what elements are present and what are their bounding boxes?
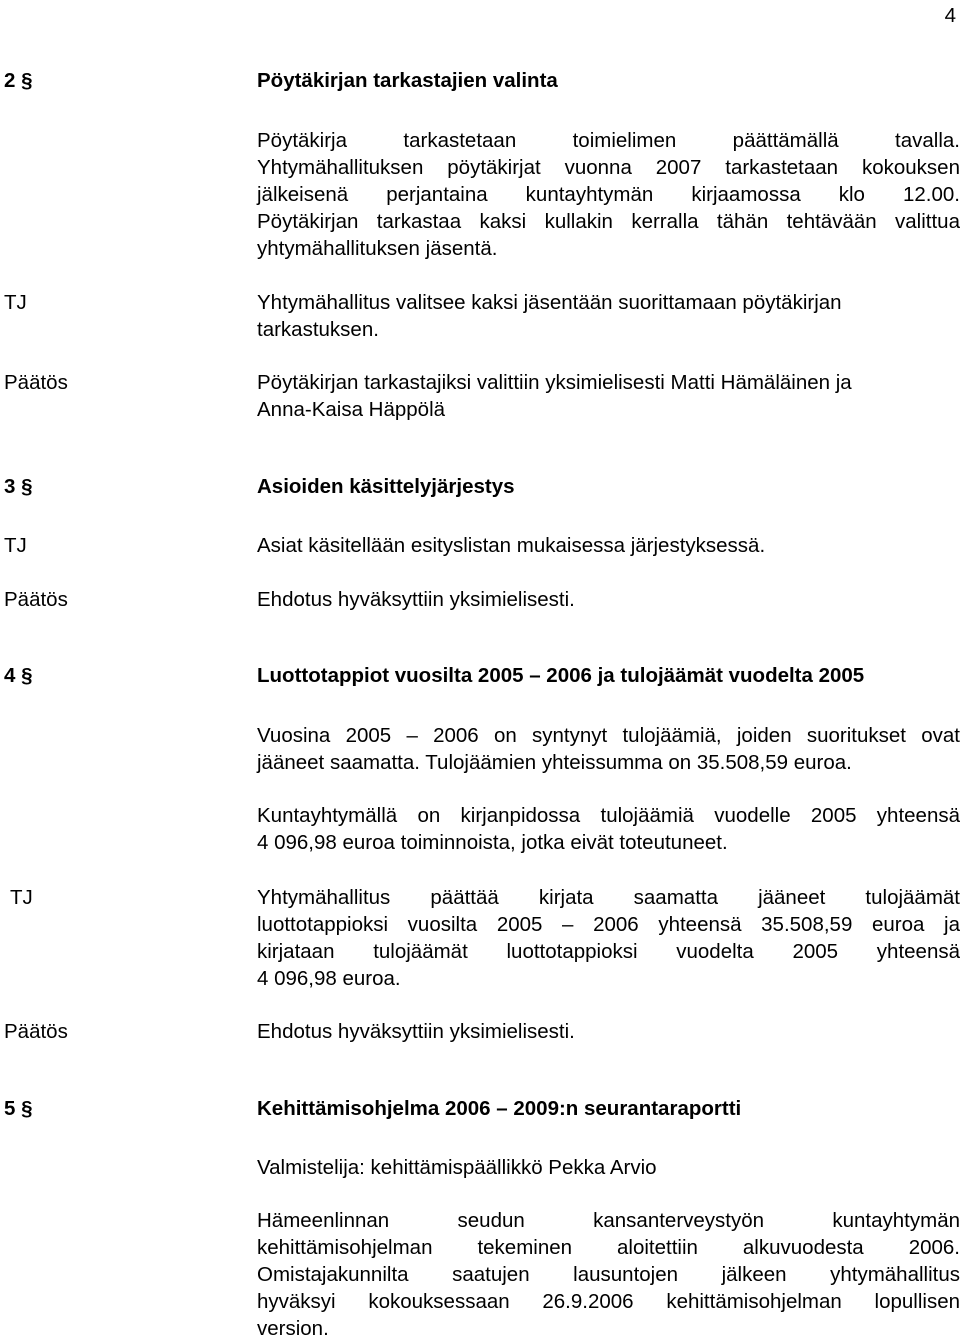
text-line: Pöytäkirjan tarkastaa kaksi kullakin kerralla tähän tehtävään valittua	[257, 210, 960, 233]
text-line: jälkeisenä perjantaina kuntayhtymän kirjaamossa klo 12.00.	[257, 183, 960, 206]
decision-label: Päätös	[4, 1020, 68, 1043]
text-line: Omistajakunnilta saatujen lausuntojen jälkeen yhtymähallitus	[257, 1263, 960, 1286]
section-title: Pöytäkirjan tarkastajien valinta	[257, 69, 558, 92]
text-line: version.	[257, 1317, 329, 1340]
text-line: Yhtymähallitus valitsee kaksi jäsentään suorittamaan pöytäkirjan	[257, 291, 842, 314]
section-paragraph	[257, 722, 960, 776]
section-title: Kehittämisohjelma 2006 – 2009:n seurantaraportti	[257, 1097, 742, 1120]
text-line: 4 096,98 euroa toiminnoista, jotka eivät toteutuneet.	[257, 831, 728, 854]
preparer-line: Valmistelija: kehittämispäällikkö Pekka Arvio	[257, 1156, 657, 1179]
section-title: Luottotappiot vuosilta 2005 – 2006 ja tulojäämät vuodelta 2005	[257, 664, 865, 687]
text-line: Anna-Kaisa Häppölä	[257, 398, 446, 421]
text-line: hyväksyi kokouksessaan 26.9.2006 kehittämisohjelman lopullisen	[257, 1290, 960, 1313]
section-title: Asioiden käsittelyjärjestys	[257, 475, 515, 498]
text-line: yhtymähallituksen jäsentä.	[257, 237, 498, 260]
section-number: 3 §	[4, 475, 33, 498]
decision-label: Päätös	[4, 588, 68, 611]
decision-text: Ehdotus hyväksyttiin yksimielisesti.	[257, 588, 575, 611]
tj-label: TJ	[4, 534, 27, 557]
section-number: 4 §	[4, 664, 33, 687]
text-line: Hämeenlinnan seudun kansanterveystyön kuntayhtymän	[257, 1209, 960, 1232]
decision-text	[257, 369, 960, 423]
section-paragraph	[257, 802, 960, 856]
tj-text: Asiat käsitellään esityslistan mukaisessa järjestyksessä.	[257, 534, 766, 557]
page-number: 4	[944, 4, 956, 27]
decision-label: Päätös	[4, 371, 68, 394]
tj-label: TJ	[4, 291, 27, 314]
text-line: Yhtymähallitus päättää kirjata saamatta jääneet tulojäämät	[257, 886, 960, 909]
text-line: kehittämisohjelman tekeminen aloitettiin alkuvuodesta 2006.	[257, 1236, 960, 1259]
section-number: 2 §	[4, 69, 33, 92]
text-line: Kuntayhtymällä on kirjanpidossa tulojäämiä vuodelle 2005 yhteensä	[257, 804, 960, 827]
text-line: Pöytäkirjan tarkastajiksi valittiin yksimielisesti Matti Hämäläinen ja	[257, 371, 852, 394]
section-paragraph	[257, 1207, 960, 1342]
tj-label: TJ	[10, 886, 33, 909]
text-line: luottotappioksi vuosilta 2005 – 2006 yhteensä 35.508,59 euroa ja	[257, 913, 960, 936]
decision-text: Ehdotus hyväksyttiin yksimielisesti.	[257, 1020, 575, 1043]
text-line: Vuosina 2005 – 2006 on syntynyt tulojäämiä, joiden suoritukset ovat	[257, 724, 960, 747]
text-line: jääneet saamatta. Tulojäämien yhteissumma on 35.508,59 euroa.	[257, 751, 852, 774]
text-line: kirjataan tulojäämät luottotappioksi vuodelta 2005 yhteensä	[257, 940, 960, 963]
text-line: 4 096,98 euroa.	[257, 967, 401, 990]
text-line: Pöytäkirja tarkastetaan toimielimen päättämällä tavalla.	[257, 129, 960, 152]
tj-text	[257, 289, 960, 343]
section-number: 5 §	[4, 1097, 33, 1120]
text-line: tarkastuksen.	[257, 318, 379, 341]
section-intro	[257, 127, 960, 262]
text-line: Yhtymähallituksen pöytäkirjat vuonna 2007 tarkastetaan kokouksen	[257, 156, 960, 179]
tj-text	[257, 884, 960, 992]
